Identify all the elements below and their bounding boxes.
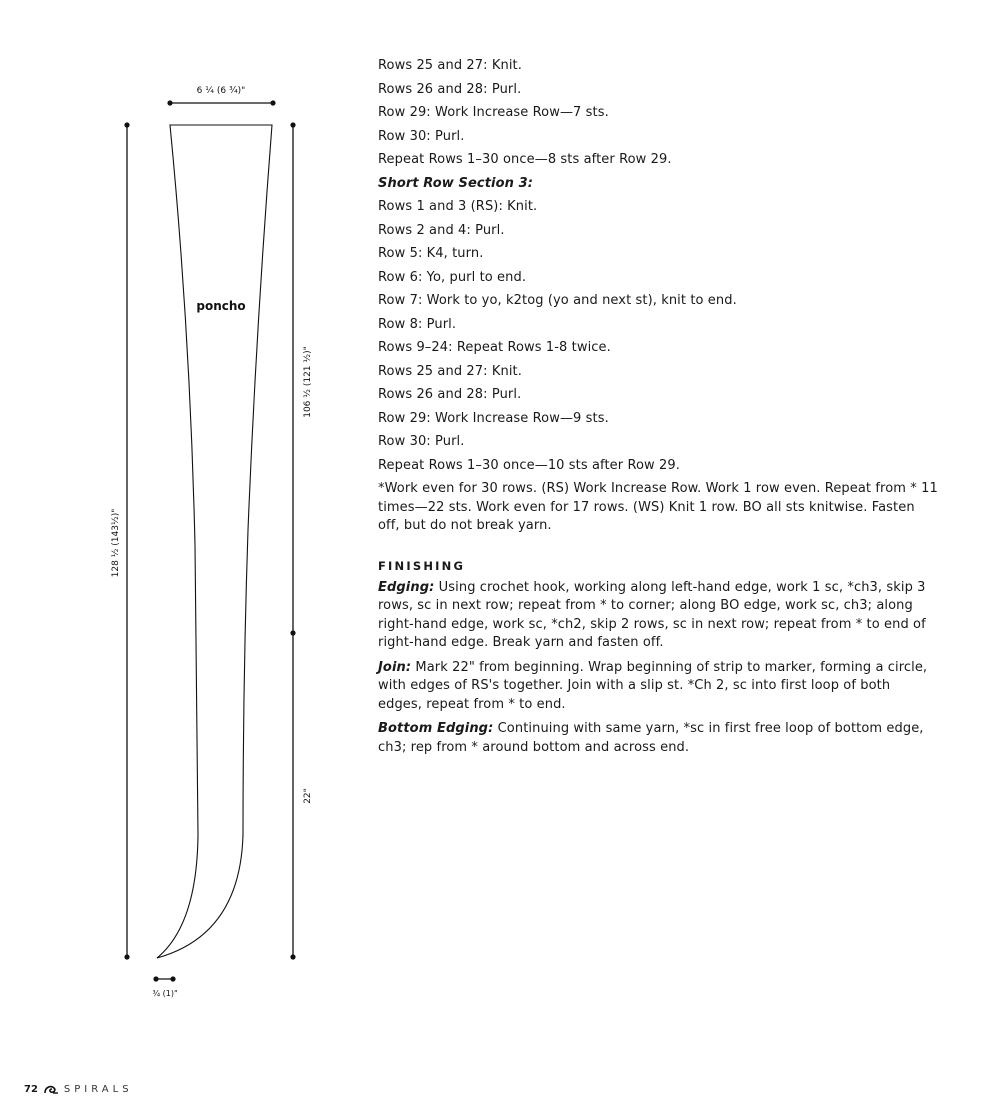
dimension-endpoint: [124, 954, 129, 959]
dimension-endpoint: [124, 122, 129, 127]
instruction-line: Row 7: Work to yo, k2tog (yo and next st), knit to end.: [378, 293, 737, 308]
finishing-heading: FINISHING: [378, 558, 466, 573]
spiral-logo-icon: [43, 1083, 59, 1095]
instruction-line: Rows 26 and 28: Purl.: [378, 387, 522, 402]
poncho-label: poncho: [196, 299, 246, 313]
poncho-schematic: [0, 0, 360, 1020]
instruction-line: Rows 25 and 27: Knit.: [378, 363, 522, 379]
join-label: Join:: [378, 659, 412, 675]
lower-length-label: 22": [303, 788, 313, 804]
join-text: Mark 22" from beginning. Wrap beginning of strip to marker, forming a circle, with edges of RS's together. Join with a slip st. *Ch 2, sc into first loop of both edges, repeat from * to end.: [378, 659, 928, 712]
bottom-edging-label: Bottom Edging:: [378, 721, 494, 736]
repeat-note: *Work even for 30 rows. (RS) Work Increase Row. Work 1 row even. Repeat from * 11 times—22 sts. Work even for 17 rows. (WS) Knit 1 row. BO all sts knitwise. Fasten off, but do not break yarn.: [378, 481, 938, 533]
instruction-line: Row 30: Purl.: [378, 434, 465, 449]
poncho-outline: [157, 125, 272, 958]
instruction-line: Rows 25 and 27: Knit.: [378, 58, 522, 73]
instruction-line: Rows 26 and 28: Purl.: [378, 81, 522, 97]
instruction-line: Repeat Rows 1–30 once—10 sts after Row 29.: [378, 457, 680, 473]
instruction-line: Row 29: Work Increase Row—7 sts.: [378, 105, 609, 120]
page-number: 72: [24, 1083, 38, 1095]
bottom-edging-paragraph: [378, 720, 938, 757]
page-footer: [24, 1083, 133, 1095]
dimension-endpoint: [290, 630, 295, 635]
instruction-line: Repeat Rows 1–30 once—8 sts after Row 29.: [378, 152, 672, 167]
series-name: SPIRALS: [63, 1083, 133, 1095]
bottom-edging-text: Continuing with same yarn, *sc in first free loop of bottom edge, ch3; rep from * around bottom and across end.: [378, 721, 924, 755]
top-width-label: 6 ¼ (6 ¾)": [196, 86, 246, 96]
instruction-line: Rows 1 and 3 (RS): Knit.: [378, 199, 538, 214]
bottom-width-label: ¾ (1)": [152, 989, 178, 998]
edging-label: Edging:: [378, 579, 435, 595]
dimension-endpoint: [153, 976, 158, 981]
dimension-endpoint: [167, 100, 172, 105]
instruction-line: Row 6: Yo, purl to end.: [378, 269, 527, 285]
instruction-line: Row 29: Work Increase Row—9 sts.: [378, 410, 609, 426]
section-title: Short Row Section 3:: [378, 175, 534, 191]
dimension-endpoint: [290, 122, 295, 127]
instruction-line: Row 5: K4, turn.: [378, 246, 484, 261]
dimension-endpoint: [170, 976, 175, 981]
total-length-label: 128 ½ (143½)": [111, 508, 121, 578]
instruction-line: Row 8: Purl.: [378, 316, 457, 332]
upper-length-label: 106 ½ (121 ½)": [303, 346, 313, 418]
edging-paragraph: [378, 579, 938, 653]
instruction-line: Row 30: Purl.: [378, 128, 465, 144]
dimension-endpoint: [290, 954, 295, 959]
join-paragraph: [378, 659, 938, 715]
instruction-line: Rows 2 and 4: Purl.: [378, 222, 505, 238]
pattern-instructions: [378, 54, 938, 763]
edging-text: Using crochet hook, working along left-hand edge, work 1 sc, *ch3, skip 3 rows, sc in next row; repeat from * to corner; along BO edge, work sc, ch3; along right-hand edge, work sc, *ch2, skip 2 rows, sc in next row; repeat from * to end of right-hand edge. Break yarn and fasten off.: [378, 579, 926, 650]
dimension-endpoint: [270, 100, 275, 105]
instruction-line: Rows 9–24: Repeat Rows 1-8 twice.: [378, 340, 611, 355]
